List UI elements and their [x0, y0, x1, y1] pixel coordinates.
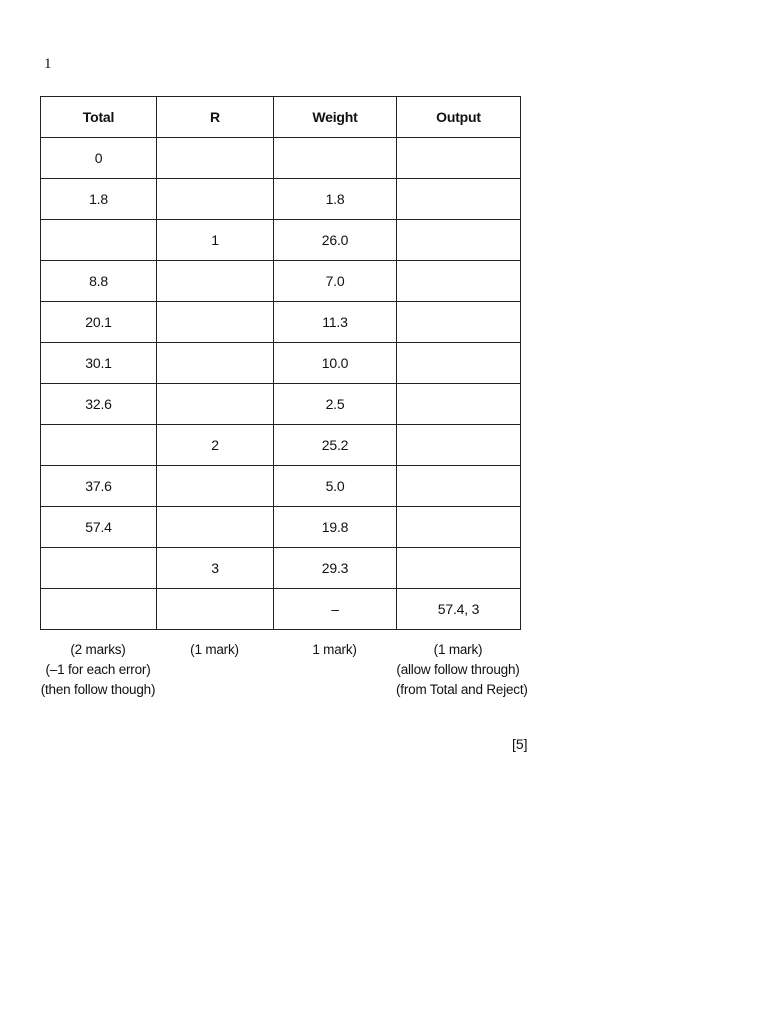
cell-output: [397, 425, 521, 466]
cell-r: [157, 138, 274, 179]
cell-output: [397, 384, 521, 425]
note-line: (1 mark): [433, 642, 483, 657]
cell-r: [157, 507, 274, 548]
cell-total: [41, 425, 157, 466]
cell-weight: 10.0: [274, 343, 397, 384]
cell-weight: 11.3: [274, 302, 397, 343]
note-line: 1 mark): [312, 642, 357, 657]
cell-r: [157, 343, 274, 384]
cell-r: 1: [157, 220, 274, 261]
cell-r: [157, 261, 274, 302]
mark-note-total: [40, 640, 156, 700]
cell-weight: [274, 138, 397, 179]
note-line: (allow follow through): [396, 662, 520, 677]
column-header-r: R: [157, 97, 274, 138]
cell-total: 8.8: [41, 261, 157, 302]
cell-output: [397, 507, 521, 548]
cell-weight: 29.3: [274, 548, 397, 589]
table-row: [41, 343, 521, 384]
cell-total: 37.6: [41, 466, 157, 507]
column-header-weight: Weight: [274, 97, 397, 138]
cell-r: [157, 384, 274, 425]
cell-output: [397, 548, 521, 589]
cell-weight: 2.5: [274, 384, 397, 425]
cell-output: [397, 220, 521, 261]
mark-note-r: [156, 640, 273, 660]
note-line: (–1 for each error): [45, 662, 151, 677]
table-row: [41, 507, 521, 548]
note-line: (then follow though): [40, 682, 156, 697]
cell-weight: –: [274, 589, 397, 630]
cell-total: 1.8: [41, 179, 157, 220]
trace-table: [40, 96, 521, 630]
cell-total: [41, 220, 157, 261]
question-number: 1: [44, 56, 52, 72]
cell-r: 2: [157, 425, 274, 466]
cell-r: [157, 466, 274, 507]
table-row: [41, 466, 521, 507]
cell-total: 30.1: [41, 343, 157, 384]
mark-note-output: [396, 640, 528, 700]
note-line: (1 mark): [190, 642, 239, 657]
cell-total: 57.4: [41, 507, 157, 548]
table-row: [41, 302, 521, 343]
mark-note-weight: [273, 640, 396, 660]
table-row: [41, 425, 521, 466]
cell-weight: 25.2: [274, 425, 397, 466]
cell-total: [41, 589, 157, 630]
cell-weight: 5.0: [274, 466, 397, 507]
table-row: [41, 589, 521, 630]
table-row: [41, 220, 521, 261]
column-header-output: Output: [397, 97, 521, 138]
cell-weight: 26.0: [274, 220, 397, 261]
total-marks: [5]: [512, 736, 528, 752]
cell-output: [397, 261, 521, 302]
cell-weight: 7.0: [274, 261, 397, 302]
cell-r: [157, 302, 274, 343]
note-line: (2 marks): [70, 642, 126, 657]
cell-total: 32.6: [41, 384, 157, 425]
cell-output: 57.4, 3: [397, 589, 521, 630]
cell-output: [397, 343, 521, 384]
table-row: [41, 179, 521, 220]
table-row: [41, 384, 521, 425]
cell-total: [41, 548, 157, 589]
cell-weight: 1.8: [274, 179, 397, 220]
cell-total: 20.1: [41, 302, 157, 343]
cell-weight: 19.8: [274, 507, 397, 548]
table-row: [41, 261, 521, 302]
cell-output: [397, 302, 521, 343]
cell-r: 3: [157, 548, 274, 589]
cell-output: [397, 179, 521, 220]
table-row: [41, 548, 521, 589]
cell-r: [157, 589, 274, 630]
table-header-row: [41, 97, 521, 138]
cell-r: [157, 179, 274, 220]
cell-output: [397, 466, 521, 507]
table-row: [41, 138, 521, 179]
cell-output: [397, 138, 521, 179]
cell-total: 0: [41, 138, 157, 179]
column-header-total: Total: [41, 97, 157, 138]
note-line: (from Total and Reject): [396, 682, 528, 697]
